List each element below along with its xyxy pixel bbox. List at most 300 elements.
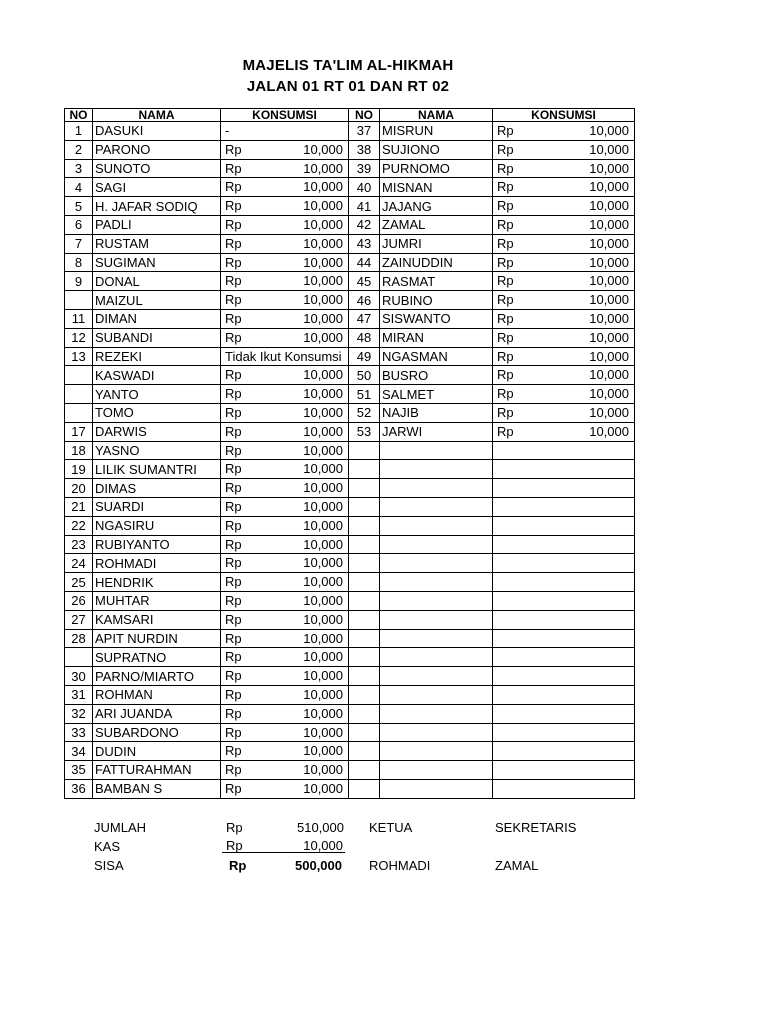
table-row <box>65 215 635 234</box>
member-name-left: REZEKI <box>93 347 221 366</box>
amount-value: 10,000 <box>589 216 629 232</box>
amount-value: 10,000 <box>303 292 343 308</box>
table-row <box>65 497 635 516</box>
konsumsi-left <box>221 497 349 516</box>
amount-value: 10,000 <box>303 442 343 458</box>
row-number-left: 1 <box>65 122 93 141</box>
konsumsi-left <box>221 253 349 272</box>
member-name-left: SUARDI <box>93 497 221 516</box>
member-name-left: DARWIS <box>93 422 221 441</box>
row-number-left: 24 <box>65 554 93 573</box>
konsumsi-left <box>221 347 349 366</box>
row-number-left: 34 <box>65 742 93 761</box>
amount-value: 10,000 <box>589 179 629 195</box>
member-name-left: ROHMAN <box>93 685 221 704</box>
kas-currency: Rp <box>226 838 243 853</box>
row-number-right: 43 <box>349 234 380 253</box>
table-row <box>65 535 635 554</box>
konsumsi-right <box>493 460 635 479</box>
table-header-row <box>65 109 635 122</box>
konsumsi-right <box>493 272 635 291</box>
row-number-right: 51 <box>349 385 380 404</box>
amount-value: 10,000 <box>589 386 629 402</box>
konsumsi-left <box>221 140 349 159</box>
amount-value: 10,000 <box>303 367 343 383</box>
currency-label: Rp <box>225 517 242 533</box>
currency-label: Rp <box>225 273 242 289</box>
member-name-right <box>380 667 493 686</box>
row-number-right: 42 <box>349 215 380 234</box>
kas-amount: 10,000 <box>303 838 343 853</box>
member-name-right <box>380 685 493 704</box>
konsumsi-right <box>493 385 635 404</box>
member-name-left: SUGIMAN <box>93 253 221 272</box>
currency-label: Rp <box>497 198 514 214</box>
amount-value: 10,000 <box>303 574 343 590</box>
row-number-left: 27 <box>65 610 93 629</box>
row-number-right <box>349 441 380 460</box>
row-number-right: 50 <box>349 366 380 385</box>
row-number-right <box>349 610 380 629</box>
currency-label: Rp <box>225 235 242 251</box>
member-name-right: MIRAN <box>380 328 493 347</box>
amount-value: 10,000 <box>303 536 343 552</box>
currency-label: Rp <box>225 160 242 176</box>
currency-label: Rp <box>497 348 514 364</box>
member-name-left: DASUKI <box>93 122 221 141</box>
konsumsi-left <box>221 779 349 798</box>
currency-label: Rp <box>225 780 242 796</box>
currency-label: Rp <box>497 141 514 157</box>
table-row <box>65 742 635 761</box>
konsumsi-right <box>493 291 635 310</box>
konsumsi-left <box>221 667 349 686</box>
row-number-left: 12 <box>65 328 93 347</box>
row-number-left: 26 <box>65 591 93 610</box>
konsumsi-right <box>493 610 635 629</box>
row-number-left: 5 <box>65 197 93 216</box>
row-number-left: 19 <box>65 460 93 479</box>
table-row <box>65 122 635 141</box>
currency-label: Rp <box>225 705 242 721</box>
table-row <box>65 366 635 385</box>
member-name-right: NAJIB <box>380 403 493 422</box>
amount-value: 10,000 <box>303 517 343 533</box>
member-name-left: PARONO <box>93 140 221 159</box>
konsumsi-left <box>221 610 349 629</box>
member-name-left: KAMSARI <box>93 610 221 629</box>
konsumsi-left <box>221 366 349 385</box>
amount-value: 10,000 <box>303 498 343 514</box>
konsumsi-left <box>221 215 349 234</box>
member-name-left: DIMAS <box>93 479 221 498</box>
currency-label: Rp <box>225 423 242 439</box>
table-row <box>65 234 635 253</box>
konsumsi-left <box>221 122 349 141</box>
row-number-right: 49 <box>349 347 380 366</box>
row-number-left: 32 <box>65 704 93 723</box>
currency-label: Rp <box>497 367 514 383</box>
amount-value: 10,000 <box>303 273 343 289</box>
member-name-left: ROHMADI <box>93 554 221 573</box>
member-name-left: DIMAN <box>93 309 221 328</box>
member-name-right <box>380 779 493 798</box>
member-name-right <box>380 497 493 516</box>
currency-label: Rp <box>497 329 514 345</box>
row-number-right: 38 <box>349 140 380 159</box>
currency-label: Rp <box>225 216 242 232</box>
amount-value: 10,000 <box>589 310 629 326</box>
row-number-right: 46 <box>349 291 380 310</box>
row-number-right <box>349 704 380 723</box>
konsumsi-right <box>493 441 635 460</box>
currency-label: Rp <box>225 762 242 778</box>
row-number-left: 22 <box>65 516 93 535</box>
amount-value: 10,000 <box>303 461 343 477</box>
member-name-right: ZAINUDDIN <box>380 253 493 272</box>
table-row <box>65 610 635 629</box>
header-no-right: NO <box>349 109 380 122</box>
konsumsi-left <box>221 573 349 592</box>
amount-value: 10,000 <box>303 160 343 176</box>
currency-label: Rp <box>225 592 242 608</box>
konsumsi-left <box>221 704 349 723</box>
amount-value: 10,000 <box>303 743 343 759</box>
currency-label: Rp <box>225 630 242 646</box>
amount-value: 10,000 <box>589 292 629 308</box>
currency-label: Rp <box>497 123 514 138</box>
currency-label: Rp <box>225 461 242 477</box>
row-number-right <box>349 460 380 479</box>
konsumsi-left <box>221 648 349 667</box>
amount-value: 10,000 <box>589 329 629 345</box>
currency-label: Rp <box>497 254 514 270</box>
row-number-left <box>65 385 93 404</box>
amount-value: 10,000 <box>303 254 343 270</box>
konsumsi-right <box>493 197 635 216</box>
row-number-right <box>349 685 380 704</box>
amount-value: 10,000 <box>589 423 629 439</box>
konsumsi-right <box>493 516 635 535</box>
table-row <box>65 197 635 216</box>
konsumsi-right <box>493 629 635 648</box>
table-row <box>65 479 635 498</box>
konsumsi-right <box>493 554 635 573</box>
row-number-right <box>349 516 380 535</box>
konsumsi-left <box>221 178 349 197</box>
currency-label: Rp <box>225 649 242 665</box>
konsumsi-right <box>493 403 635 422</box>
row-number-left: 7 <box>65 234 93 253</box>
amount-value: 10,000 <box>303 310 343 326</box>
member-name-right <box>380 648 493 667</box>
amount-value: 10,000 <box>303 611 343 627</box>
row-number-left: 30 <box>65 667 93 686</box>
member-name-left: H. JAFAR SODIQ <box>93 197 221 216</box>
member-name-right <box>380 704 493 723</box>
konsumsi-right <box>493 742 635 761</box>
document-title: MAJELIS TA'LIM AL-HIKMAH <box>242 57 454 74</box>
konsumsi-left <box>221 723 349 742</box>
member-name-right: ZAMAL <box>380 215 493 234</box>
row-number-right <box>349 497 380 516</box>
row-number-right <box>349 667 380 686</box>
currency-label: Rp <box>225 179 242 195</box>
member-name-right <box>380 629 493 648</box>
konsumsi-left <box>221 291 349 310</box>
currency-label: Rp <box>225 310 242 326</box>
currency-label: Rp <box>225 254 242 270</box>
row-number-left <box>65 403 93 422</box>
konsumsi-left <box>221 197 349 216</box>
row-number-left: 20 <box>65 479 93 498</box>
row-number-left: 18 <box>65 441 93 460</box>
konsumsi-right <box>493 535 635 554</box>
konsumsi-left <box>221 761 349 780</box>
member-name-left: YANTO <box>93 385 221 404</box>
row-number-left: 4 <box>65 178 93 197</box>
member-name-right: SUJIONO <box>380 140 493 159</box>
konsumsi-right <box>493 159 635 178</box>
currency-label: Rp <box>225 198 242 214</box>
member-name-right: NGASMAN <box>380 347 493 366</box>
konsumsi-right <box>493 667 635 686</box>
amount-value: 10,000 <box>303 386 343 402</box>
sekretaris-name: ZAMAL <box>495 858 539 873</box>
amount-value: 10,000 <box>589 273 629 289</box>
konsumsi-left <box>221 742 349 761</box>
member-name-left: LILIK SUMANTRI <box>93 460 221 479</box>
konsumsi-note: Tidak Ikut Konsumsi <box>225 348 342 364</box>
amount-value: 10,000 <box>589 123 629 138</box>
row-number-right: 40 <box>349 178 380 197</box>
konsumsi-left <box>221 328 349 347</box>
row-number-left: 6 <box>65 215 93 234</box>
ketua-label: KETUA <box>369 820 413 835</box>
currency-label: Rp <box>225 292 242 308</box>
currency-label: Rp <box>225 386 242 402</box>
row-number-left: 28 <box>65 629 93 648</box>
member-name-right <box>380 441 493 460</box>
amount-value: 10,000 <box>303 705 343 721</box>
member-name-right: JUMRI <box>380 234 493 253</box>
table-row <box>65 723 635 742</box>
konsumsi-left <box>221 441 349 460</box>
sekretaris-label: SEKRETARIS <box>495 820 577 835</box>
konsumsi-right <box>493 122 635 141</box>
row-number-right <box>349 535 380 554</box>
konsumsi-right <box>493 685 635 704</box>
konsumsi-right <box>493 215 635 234</box>
sisa-currency: Rp <box>229 858 247 873</box>
row-number-left: 13 <box>65 347 93 366</box>
row-number-left: 33 <box>65 723 93 742</box>
member-name-left: RUBIYANTO <box>93 535 221 554</box>
member-name-left: SUBANDI <box>93 328 221 347</box>
currency-label: Rp <box>497 404 514 420</box>
table-row <box>65 704 635 723</box>
member-name-left: SAGI <box>93 178 221 197</box>
currency-label: Rp <box>497 235 514 251</box>
konsumsi-left <box>221 403 349 422</box>
amount-value: 10,000 <box>303 141 343 157</box>
konsumsi-right <box>493 779 635 798</box>
currency-label: Rp <box>225 536 242 552</box>
currency-label: Rp <box>497 179 514 195</box>
table-row <box>65 441 635 460</box>
row-number-right <box>349 648 380 667</box>
member-name-right <box>380 535 493 554</box>
konsumsi-left <box>221 272 349 291</box>
member-name-left: PADLI <box>93 215 221 234</box>
konsumsi-right <box>493 347 635 366</box>
row-number-left: 8 <box>65 253 93 272</box>
amount-value: 10,000 <box>303 235 343 251</box>
amount-value: 10,000 <box>303 780 343 796</box>
konsumsi-right <box>493 178 635 197</box>
member-name-right: PURNOMO <box>380 159 493 178</box>
table-row <box>65 140 635 159</box>
row-number-left: 21 <box>65 497 93 516</box>
row-number-right <box>349 629 380 648</box>
amount-value: 10,000 <box>589 235 629 251</box>
konsumsi-right <box>493 328 635 347</box>
member-name-right: SISWANTO <box>380 309 493 328</box>
konsumsi-right <box>493 497 635 516</box>
row-number-left: 3 <box>65 159 93 178</box>
member-name-right <box>380 460 493 479</box>
konsumsi-right <box>493 723 635 742</box>
row-number-right <box>349 761 380 780</box>
currency-label: Rp <box>225 480 242 496</box>
currency-label: Rp <box>225 743 242 759</box>
konsumsi-right <box>493 309 635 328</box>
konsumsi-left <box>221 309 349 328</box>
currency-label: Rp <box>225 442 242 458</box>
row-number-left: 2 <box>65 140 93 159</box>
row-number-right: 37 <box>349 122 380 141</box>
currency-label: Rp <box>225 141 242 157</box>
member-name-right <box>380 573 493 592</box>
member-name-left: MAIZUL <box>93 291 221 310</box>
member-name-right <box>380 554 493 573</box>
member-name-right <box>380 742 493 761</box>
konsumsi-left <box>221 535 349 554</box>
table-row <box>65 667 635 686</box>
member-name-right <box>380 591 493 610</box>
row-number-right: 44 <box>349 253 380 272</box>
table-row <box>65 291 635 310</box>
table-row <box>65 178 635 197</box>
konsumsi-right <box>493 591 635 610</box>
currency-label: Rp <box>225 724 242 740</box>
amount-value: 10,000 <box>303 216 343 232</box>
member-name-left: FATTURAHMAN <box>93 761 221 780</box>
table-row <box>65 648 635 667</box>
table-row <box>65 573 635 592</box>
amount-value: 10,000 <box>589 367 629 383</box>
member-name-left: ARI JUANDA <box>93 704 221 723</box>
amount-value: 10,000 <box>303 480 343 496</box>
row-number-right <box>349 742 380 761</box>
member-name-right: JAJANG <box>380 197 493 216</box>
member-name-left: MUHTAR <box>93 591 221 610</box>
kas-label: KAS <box>94 839 121 854</box>
member-name-left: DONAL <box>93 272 221 291</box>
member-name-right <box>380 723 493 742</box>
konsumsi-left <box>221 629 349 648</box>
amount-value: 10,000 <box>303 630 343 646</box>
row-number-right <box>349 573 380 592</box>
konsumsi-right <box>493 648 635 667</box>
currency-label: Rp <box>225 574 242 590</box>
amount-value: 10,000 <box>303 649 343 665</box>
row-number-left <box>65 366 93 385</box>
currency-label: Rp <box>497 160 514 176</box>
amount-value: 10,000 <box>589 348 629 364</box>
row-number-left: 9 <box>65 272 93 291</box>
header-konsumsi-left: KONSUMSI <box>221 109 349 122</box>
table-row <box>65 422 635 441</box>
konsumsi-right <box>493 573 635 592</box>
row-number-left: 17 <box>65 422 93 441</box>
amount-value: 10,000 <box>303 329 343 345</box>
currency-label: Rp <box>225 329 242 345</box>
row-number-right <box>349 479 380 498</box>
amount-value: 10,000 <box>589 141 629 157</box>
member-name-right <box>380 479 493 498</box>
table-row <box>65 554 635 573</box>
row-number-left <box>65 291 93 310</box>
table-row <box>65 460 635 479</box>
row-number-right: 41 <box>349 197 380 216</box>
row-number-left: 11 <box>65 309 93 328</box>
row-number-right: 52 <box>349 403 380 422</box>
row-number-right: 39 <box>349 159 380 178</box>
table-row <box>65 253 635 272</box>
konsumsi-right <box>493 704 635 723</box>
table-row <box>65 779 635 798</box>
row-number-right: 53 <box>349 422 380 441</box>
member-name-right <box>380 516 493 535</box>
currency-label: Rp <box>225 367 242 383</box>
konsumsi-left <box>221 422 349 441</box>
konsumsi-right <box>493 366 635 385</box>
sisa-label: SISA <box>94 858 124 873</box>
currency-label: Rp <box>497 292 514 308</box>
table-row <box>65 328 635 347</box>
amount-value: 10,000 <box>589 254 629 270</box>
amount-value: 10,000 <box>303 555 343 571</box>
currency-label: Rp <box>497 273 514 289</box>
row-number-right: 48 <box>349 328 380 347</box>
member-name-left: SUNOTO <box>93 159 221 178</box>
amount-value: 10,000 <box>303 179 343 195</box>
konsumsi-right <box>493 253 635 272</box>
konsumsi-table <box>64 108 635 799</box>
amount-value: 10,000 <box>303 423 343 439</box>
member-name-right: MISRUN <box>380 122 493 141</box>
table-row <box>65 272 635 291</box>
table-row <box>65 761 635 780</box>
table-row <box>65 309 635 328</box>
amount-value: 10,000 <box>303 762 343 778</box>
amount-value: 10,000 <box>303 686 343 702</box>
currency-label: Rp <box>225 611 242 627</box>
konsumsi-left <box>221 234 349 253</box>
row-number-left: 35 <box>65 761 93 780</box>
amount-value: 10,000 <box>589 198 629 214</box>
